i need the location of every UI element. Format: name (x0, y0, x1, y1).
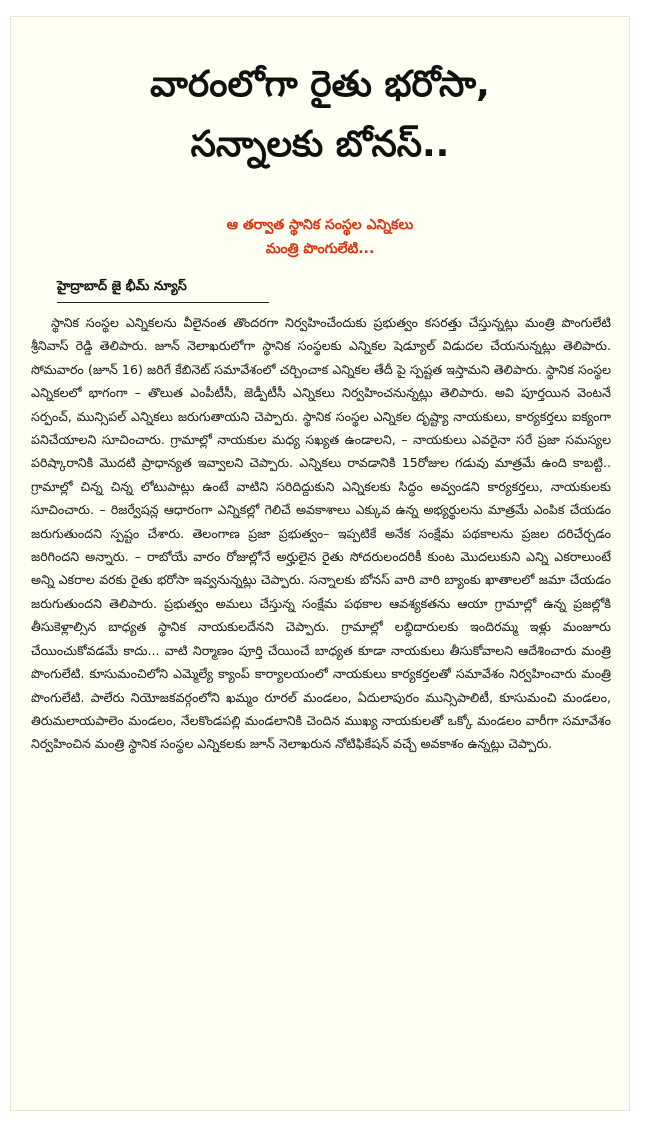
headline-line-2: సన్నాలకు బోనస్.. (190, 124, 450, 165)
subheadline-line-2: మంత్రి పొంగులేటి... (265, 241, 375, 257)
byline: హైద్రాబాద్ జై భీమ్ న్యూస్ (57, 279, 269, 303)
headline (11, 55, 629, 175)
article-body: స్థానిక సంస్థల ఎన్నికలను వీలైనంత తొందరగా నిర్వహించేందుకు ప్రభుత్వం కసరత్తు చేస్తున్నట్లు మంత్రి పొంగులేటి శ్రీనివాస్ రెడ్డి తెలిపారు. జూన్ నెలాఖరులోగా స్థానిక సంస్థలకు ఎన్నికల షెడ్యూల్ విడుదల చేయనున్నట్లు తెలిపారు. సోమవారం (జూన్ 16) జరిగే కేబినెట్ సమావేశంలో చర్చించాక ఎన్నికల తేదీ పై స్పష్టత ఇస్తామని తెలిపారు. స్థానిక సంస్థల ఎన్నికలలో భాగంగా – తొలుత ఎంపీటీసీ, జెడ్పీటీసీ ఎన్నికలు నిర్వహించనున్నట్లు తెలిపారు. అవి పూర్తయిన వెంటనే సర్పంచ్, మున్సిపల్ ఎన్నికలు జరుగుతాయని చెప్పారు. స్థానిక సంస్థల ఎన్నికల దృష్ట్యా నాయకులు, కార్యకర్తలు ఐక్యంగా పనిచేయాలని సూచించారు. గ్రామాల్లో నాయకుల మధ్య సఖ్యత ఉండాలని, – నాయకులు ఎవరైనా సరే ప్రజా సమస్యల పరిష్కారానికి మొదటి ప్రాధాన్యత ఇవ్వాలని చెప్పారు. ఎన్నికలు రావడానికి 15రోజుల గడువు మాత్రమే ఉంది కాబట్టి.. గ్రామాల్లో చిన్న చిన్న లోటుపాట్లు ఉంటే వాటిని సరిదిద్దుకుని ఎన్నికలకు సిద్ధం అవ్వండని కార్యకర్తలు, నాయకులకు సూచించారు. – రిజర్వేషన్ల ఆధారంగా ఎన్నికల్లో గెలిచే అవకాశాలు ఎక్కువ ఉన్న అభ్యర్థులను మాత్రమే ఎంపిక చేయడం జరుగుతుందని స్పష్టం చేశారు. తెలంగాణ ప్రజా ప్రభుత్వం– ఇప్పటికే అనేక సంక్షేమ పథకాలను ప్రజల దరిచేర్చడం జరిగిందని అన్నారు. – రాబోయే వారం రోజుల్లోనే అర్హులైన రైతు సోదరులందరికీ కుంట మొదలుకుని ఎన్ని ఎకరాలుంటే అన్ని ఎకరాల వరకు రైతు భరోసా ఇవ్వనున్నట్లు చెప్పారు. సన్నాలకు బోనస్ వారి వారి బ్యాంకు ఖాతాలలో జమా చేయడం జరుగుతుందని తెలిపారు. ప్రభుత్వం అమలు చేస్తున్న సంక్షేమ పథకాల ఆవశ్యకతను ఆయా గ్రామాల్లో ఉన్న ప్రజల్లోకి తీసుకెళ్లాల్సిన బాధ్యత స్థానిక నాయకులదేనని చెప్పారు. గ్రామాల్లో లబ్ధిదారులకు ఇందిరమ్మ ఇళ్లు మంజూరు చేయించుకోవడమే కాదు... వాటి నిర్మాణం పూర్తి చేయించే బాధ్యత కూడా నాయకులు తీసుకోవాలని ఆదేశించారు మంత్రి పొంగులేటి. కూసుమంచిలోని ఎమ్మెల్యే క్యాంప్ కార్యాలయంలో నాయకులు కార్యకర్తలతో సమావేశం నిర్వహించారు మంత్రి పొంగులేటి. పాలేరు నియోజకవర్గంలోని ఖమ్మం రూరల్ మండలం, ఏదులాపురం మున్సిపాలిటీ, కూసుమంచి మండలం, తిరుమలాయపాలెం మండలం, నేలకొండపల్లి మండలానికి చెందిన ముఖ్య నాయకులతో ఒక్కో మండలం వారీగా సమావేశం నిర్వహించిన మంత్రి స్థానిక సంస్థల ఎన్నికలకు జూన్ నెలాఖరున నోటిఫికేషన్ వచ్చే అవకాశం ఉన్నట్లు చెప్పారు. (31, 315, 611, 752)
headline-line-1: వారంలోగా రైతు భరోసా, (150, 64, 490, 105)
subheadline-line-1: ఆ తర్వాత స్థానిక సంస్థల ఎన్నికలు (226, 217, 414, 233)
news-clipping (10, 16, 630, 1111)
subheadline (11, 213, 629, 261)
